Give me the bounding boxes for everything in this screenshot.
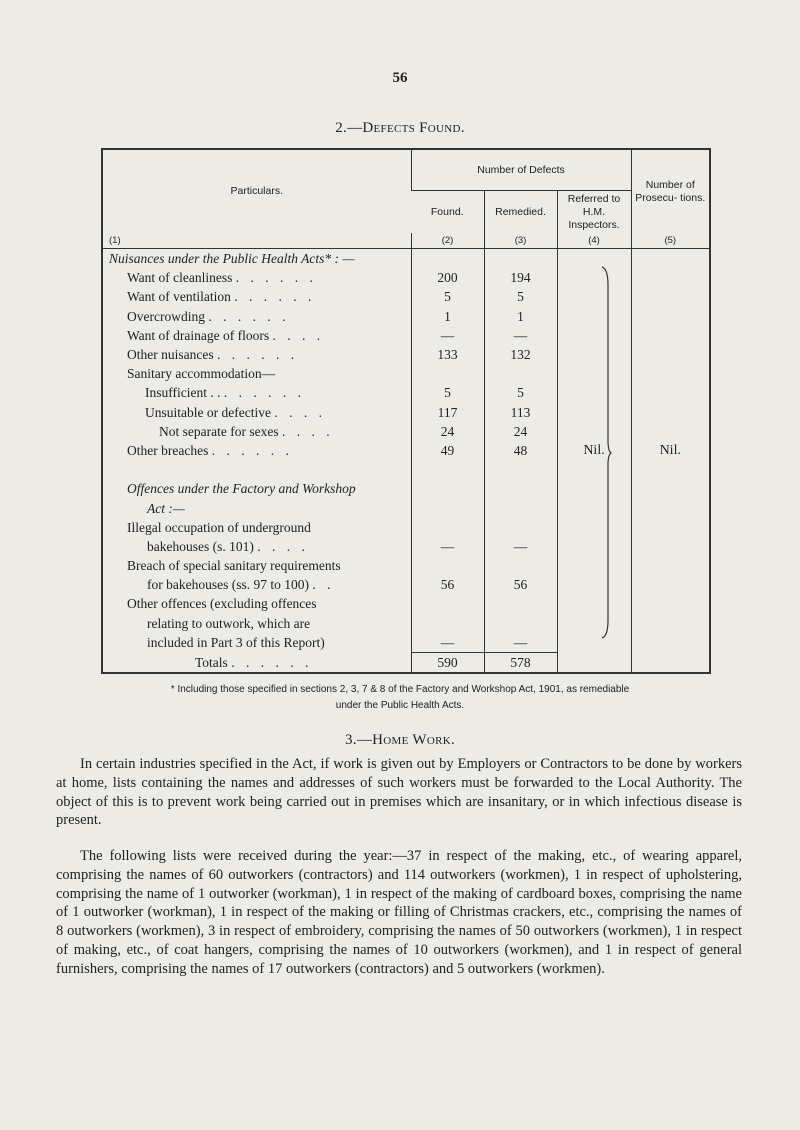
row-dots: . . . . — [281, 423, 334, 439]
col-number-2: (2) — [411, 233, 484, 249]
header-number-of-defects: Number of Defects — [411, 149, 631, 191]
row-remedied: — — [484, 326, 557, 345]
row-label: Other breaches — [127, 442, 209, 458]
row-remedied: 1 — [484, 307, 557, 326]
row-remedied: 132 — [484, 345, 557, 364]
row-remedied: — — [484, 633, 557, 653]
row-found: — — [411, 537, 484, 556]
row-label: Want of cleanliness — [127, 270, 233, 286]
row-label: Want of ventilation — [127, 289, 231, 305]
row-remedied: 48 — [484, 441, 557, 460]
row-found: 24 — [411, 422, 484, 441]
other-offences-line1: Other offences (excluding offences — [127, 596, 317, 612]
header-found: Found. — [411, 191, 484, 234]
row-dots: . . . . . . — [234, 289, 316, 305]
totals-dots: . . . . . . — [231, 654, 313, 670]
row-found: 117 — [411, 403, 484, 422]
defects-table — [101, 148, 711, 674]
row-remedied: 5 — [484, 383, 557, 402]
defects-section-text: Defects Found. — [362, 120, 465, 136]
brace-bracket — [600, 265, 612, 640]
row-found: — — [411, 326, 484, 345]
totals-found: 590 — [411, 652, 484, 673]
home-work-paragraph-1: In certain industries specified in the Act, if work is given out by Employers or Contractors to be done by workers at home, lists containing the names and addresses of such workers must be forwarded to the Local Authority. The object of this is to prevent work being carried out in premises which are insanitary, or in which infectious disease is present. — [56, 756, 742, 829]
row-label: bakehouses (s. 101) — [147, 538, 254, 554]
row-found: 5 — [411, 287, 484, 306]
row-found: 56 — [411, 575, 484, 594]
row-found: 49 — [411, 441, 484, 460]
row-dots: . . — [312, 577, 335, 593]
row-dots: . . . . — [257, 538, 309, 554]
table-footnote: * Including those specified in sections 2, 3, 7 & 8 of the Factory and Workshop Act, 1901, as remediable under the Public Health Acts. — [170, 684, 630, 711]
other-offences-line2: relating to outwork, which are — [147, 615, 311, 631]
row-dots: . . . . . . — [208, 308, 290, 324]
referred-nil: Nil. — [557, 249, 631, 653]
totals-remedied: 578 — [484, 652, 557, 673]
row-found: 5 — [411, 383, 484, 402]
row-dots: . . . . . . — [223, 385, 305, 401]
sanitary-heading: Sanitary accommodation— — [127, 366, 276, 382]
row-label: Want of drainage of floors — [127, 327, 270, 343]
row-found: 200 — [411, 268, 484, 287]
home-work-section-number: 3.— — [344, 732, 373, 748]
row-dots: . . . . — [272, 327, 325, 343]
group-heading-offences-cont: Act :— — [147, 500, 185, 516]
row-dots: . . . . . . — [235, 270, 317, 286]
row-dots: . . . . . . — [216, 347, 299, 363]
totals-label: Totals — [195, 654, 228, 670]
home-work-section-text: Home Work. — [372, 732, 456, 748]
row-remedied: 5 — [484, 287, 557, 306]
other-offences-line3: included in Part 3 of this Report) — [147, 635, 325, 651]
col-number-3: (3) — [484, 233, 557, 249]
row-remedied: 24 — [484, 422, 557, 441]
header-referred: Referred to H.M. Inspectors. — [557, 191, 631, 234]
row-remedied: — — [484, 537, 557, 556]
col-number-1: (1) — [102, 233, 411, 249]
row-label: Other nuisances — [127, 347, 214, 363]
defects-section-title — [0, 120, 800, 137]
row-label: Not separate for sexes — [159, 423, 279, 439]
home-work-section-title — [0, 732, 800, 749]
row-label: Overcrowding — [127, 308, 205, 324]
breach-line1: Breach of special sanitary requirements — [127, 558, 341, 574]
row-found: 1 — [411, 307, 484, 326]
header-particulars: Particulars. — [230, 185, 283, 197]
row-remedied: 56 — [484, 575, 557, 594]
illegal-occupation-line1: Illegal occupation of underground — [127, 519, 311, 535]
totals-row — [102, 652, 710, 673]
row-label: Unsuitable or defective — [145, 404, 271, 420]
row-found: 133 — [411, 345, 484, 364]
group-heading-nuisances: Nuisances under the Public Health Acts* : — — [109, 251, 355, 267]
header-prosecutions: Number of Prosecu- tions. — [631, 149, 710, 233]
row-label: for bakehouses (ss. 97 to 100) — [147, 577, 309, 593]
row-dots: . . . . — [274, 404, 326, 420]
home-work-paragraph-2: The following lists were received during the year:—37 in respect of the making, etc., of wearing apparel, comprising the names of 60 outworkers (contractors) and 114 outworkers (workmen), 1 in respect of upholstering, comprising the name of 1 outworker (workman), 1 in respect of the making of cardboard boxes, comprising the name of 1 outworker (workman), 1 in respect of the making or filling of Christmas crackers, etc., comprising the names of 8 outworkers (workmen), 3 in respect of embroidery, comprising the names of 50 outworkers (workmen), 1 in respect of making, etc., of coat hangers, comprising the names of 10 outworkers (workmen), and 1 in respect of general furnishers, comprising the names of 17 outworkers (contractors) and 5 outworkers (workmen). — [56, 848, 742, 977]
col-number-5: (5) — [631, 233, 710, 249]
row-remedied: 194 — [484, 268, 557, 287]
row-remedied: 113 — [484, 403, 557, 422]
row-dots: . . . . . . — [211, 442, 293, 458]
row-label: Insufficient . . — [145, 385, 221, 401]
group-heading-offences: Offences under the Factory and Workshop — [127, 481, 356, 497]
prosecutions-nil: Nil. — [631, 249, 710, 653]
page-number: 56 — [392, 70, 408, 86]
header-remedied: Remedied. — [484, 191, 557, 234]
col-number-4: (4) — [557, 233, 631, 249]
row-found: — — [411, 633, 484, 653]
defects-section-number: 2.— — [335, 120, 363, 136]
